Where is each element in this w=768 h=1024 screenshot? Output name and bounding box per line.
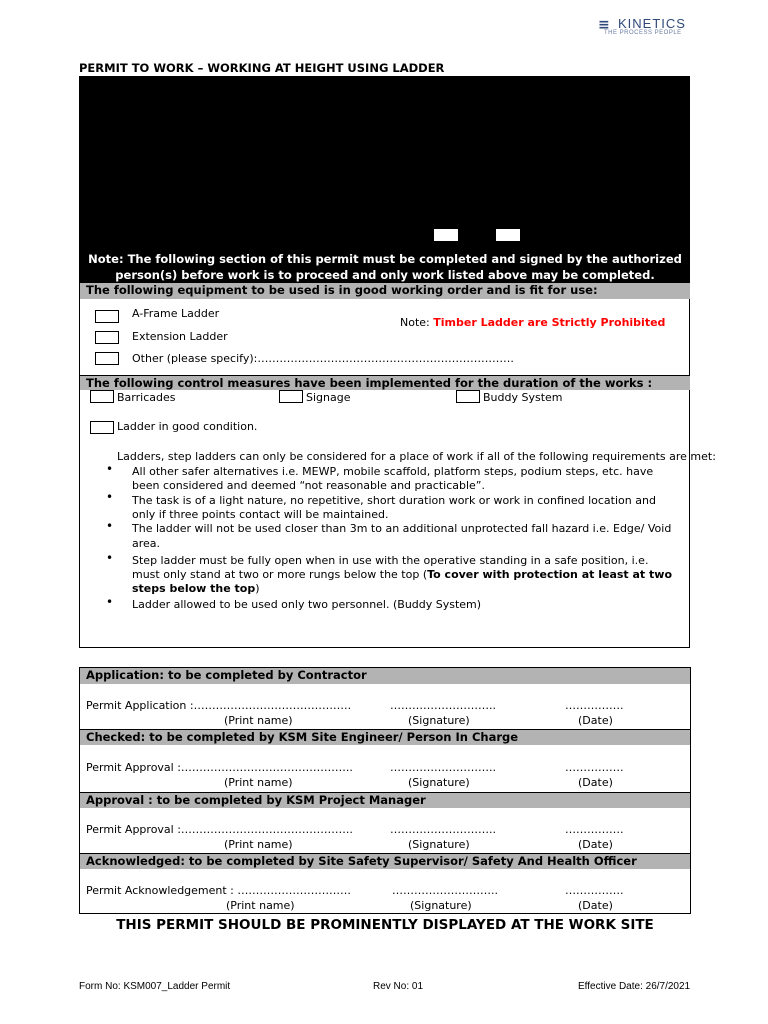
label-barricades: Barricades — [117, 391, 176, 404]
bullet-2: • — [106, 490, 114, 504]
checkbox-buddy-system[interactable] — [456, 390, 480, 403]
label-ladder-condition: Ladder in good condition. — [117, 420, 258, 433]
page-title: PERMIT TO WORK – WORKING AT HEIGHT USING LADDER — [79, 61, 445, 75]
footer-revision: Rev No: 01 — [373, 981, 424, 992]
footer-form-number: Form No: KSM007_Ladder Permit — [79, 981, 231, 992]
requirement-4-line3-a: steps below the top — [132, 582, 256, 595]
label-a-frame-ladder: A-Frame Ladder — [132, 307, 220, 320]
requirement-4-line3 — [132, 582, 260, 596]
approval-header: Approval : to be completed by KSM Project Manager — [80, 792, 690, 808]
timber-note-text: Timber Ladder are Strictly Prohibited — [433, 316, 666, 329]
application-signature-field[interactable]: ……………………….. — [390, 699, 496, 712]
requirement-4-line1: Step ladder must be fully open when in use with the operative standing in a safe position, i.e. — [132, 554, 649, 567]
display-notice: THIS PERMIT SHOULD BE PROMINENTLY DISPLAYED AT THE WORK SITE — [116, 917, 654, 933]
checkbox-barricades[interactable] — [90, 390, 114, 403]
company-logo — [598, 16, 698, 40]
checked-header: Checked: to be completed by KSM Site Engineer/ Person In Charge — [80, 729, 690, 745]
equipment-header: The following equipment to be used is in good working order and is fit for use: — [80, 283, 690, 299]
bullet-3: • — [106, 519, 114, 533]
checkbox-signage[interactable] — [279, 390, 303, 403]
checkbox-extension-ladder[interactable] — [95, 331, 119, 344]
checked-print-field[interactable]: Permit Approval :……………………………………….. — [86, 761, 353, 774]
authorization-note-line2: person(s) before work is to proceed and only work listed above may be completed. — [115, 268, 655, 282]
authorization-note-line1: Note: The following section of this permit must be completed and signed by the authorized — [88, 252, 682, 266]
requirement-4-line2-a: must only stand at two or more rungs below the top ( — [132, 568, 428, 581]
logo-tagline: THE PROCESS PEOPLE — [604, 30, 682, 36]
checked-signature-label: (Signature) — [408, 776, 470, 789]
acknowledged-signature-field[interactable]: ……………………….. — [392, 884, 498, 897]
application-signature-label: (Signature) — [408, 714, 470, 727]
kinetics-logo-icon: ≡ — [598, 17, 610, 33]
requirement-2-line1: The task is of a light nature, no repetitive, short duration work or work in confined location and — [132, 494, 656, 507]
requirement-1-line1: All other safer alternatives i.e. MEWP, mobile scaffold, platform steps, podium steps, etc. have — [132, 465, 654, 478]
checkbox-other[interactable] — [95, 352, 119, 365]
authorization-note — [80, 251, 690, 283]
requirement-4-line2 — [132, 568, 672, 582]
redacted-checkbox-yes — [434, 229, 458, 241]
requirement-5: Ladder allowed to be used only two personnel. (Buddy System) — [132, 598, 482, 611]
requirement-1-line2: been considered and deemed “not reasonable and practicable”. — [132, 479, 485, 492]
requirement-4-line2-b: To cover with protection at least at two — [427, 568, 672, 581]
application-date-label: (Date) — [578, 714, 613, 727]
label-extension-ladder: Extension Ladder — [132, 330, 228, 343]
label-buddy-system: Buddy System — [483, 391, 563, 404]
checked-signature-field[interactable]: ……………………….. — [390, 761, 496, 774]
checkbox-ladder-condition[interactable] — [90, 421, 114, 434]
requirement-3-line1: The ladder will not be used closer than 3m to an additional unprotected fall hazard i.e. Edge/ Void — [132, 522, 672, 535]
requirement-4-line3-b: ) — [255, 582, 260, 595]
timber-ladder-note — [400, 316, 665, 330]
checked-date-label: (Date) — [578, 776, 613, 789]
label-signage: Signage — [306, 391, 351, 404]
controls-header: The following control measures have been implemented for the duration of the works : — [80, 375, 690, 390]
timber-note-prefix: Note: — [400, 316, 434, 329]
logo-brand: KINETICS — [618, 16, 686, 31]
approval-print-label: (Print name) — [224, 838, 293, 851]
requirements-intro: Ladders, step ladders can only be considered for a place of work if all of the following requirements are met: — [117, 450, 716, 463]
acknowledged-print-label: (Print name) — [226, 899, 295, 912]
approval-date-field[interactable]: ……………. — [565, 823, 624, 836]
checkbox-a-frame-ladder[interactable] — [95, 310, 119, 323]
acknowledged-header: Acknowledged: to be completed by Site Safety Supervisor/ Safety And Health Officer — [80, 853, 690, 869]
approval-signature-label: (Signature) — [408, 838, 470, 851]
application-header: Application: to be completed by Contractor — [80, 668, 690, 684]
requirement-3-line2: area. — [132, 537, 161, 550]
approval-date-label: (Date) — [578, 838, 613, 851]
redacted-checkbox-no — [496, 229, 520, 241]
approval-print-field[interactable]: Permit Approval :……………………………………….. — [86, 823, 353, 836]
application-print-field[interactable]: Permit Application :……………………………………. — [86, 699, 352, 712]
bullet-5: • — [106, 595, 114, 609]
label-other-specify: Other (please specify):……………………………………………………………. — [132, 352, 514, 365]
approval-signature-field[interactable]: ……………………….. — [390, 823, 496, 836]
bullet-4: • — [106, 551, 114, 565]
acknowledged-signature-label: (Signature) — [410, 899, 472, 912]
footer-effective-date: Effective Date: 26/7/2021 — [578, 981, 691, 992]
checked-print-label: (Print name) — [224, 776, 293, 789]
application-date-field[interactable]: ……………. — [565, 699, 624, 712]
application-print-label: (Print name) — [224, 714, 293, 727]
bullet-1: • — [106, 462, 114, 476]
acknowledged-print-field[interactable]: Permit Acknowledgement : …………………………. — [86, 884, 351, 897]
acknowledged-date-label: (Date) — [578, 899, 613, 912]
requirement-2-line2: only if three points contact will be maintained. — [132, 508, 389, 521]
checked-date-field[interactable]: ……………. — [565, 761, 624, 774]
acknowledged-date-field[interactable]: ……………. — [565, 884, 624, 897]
